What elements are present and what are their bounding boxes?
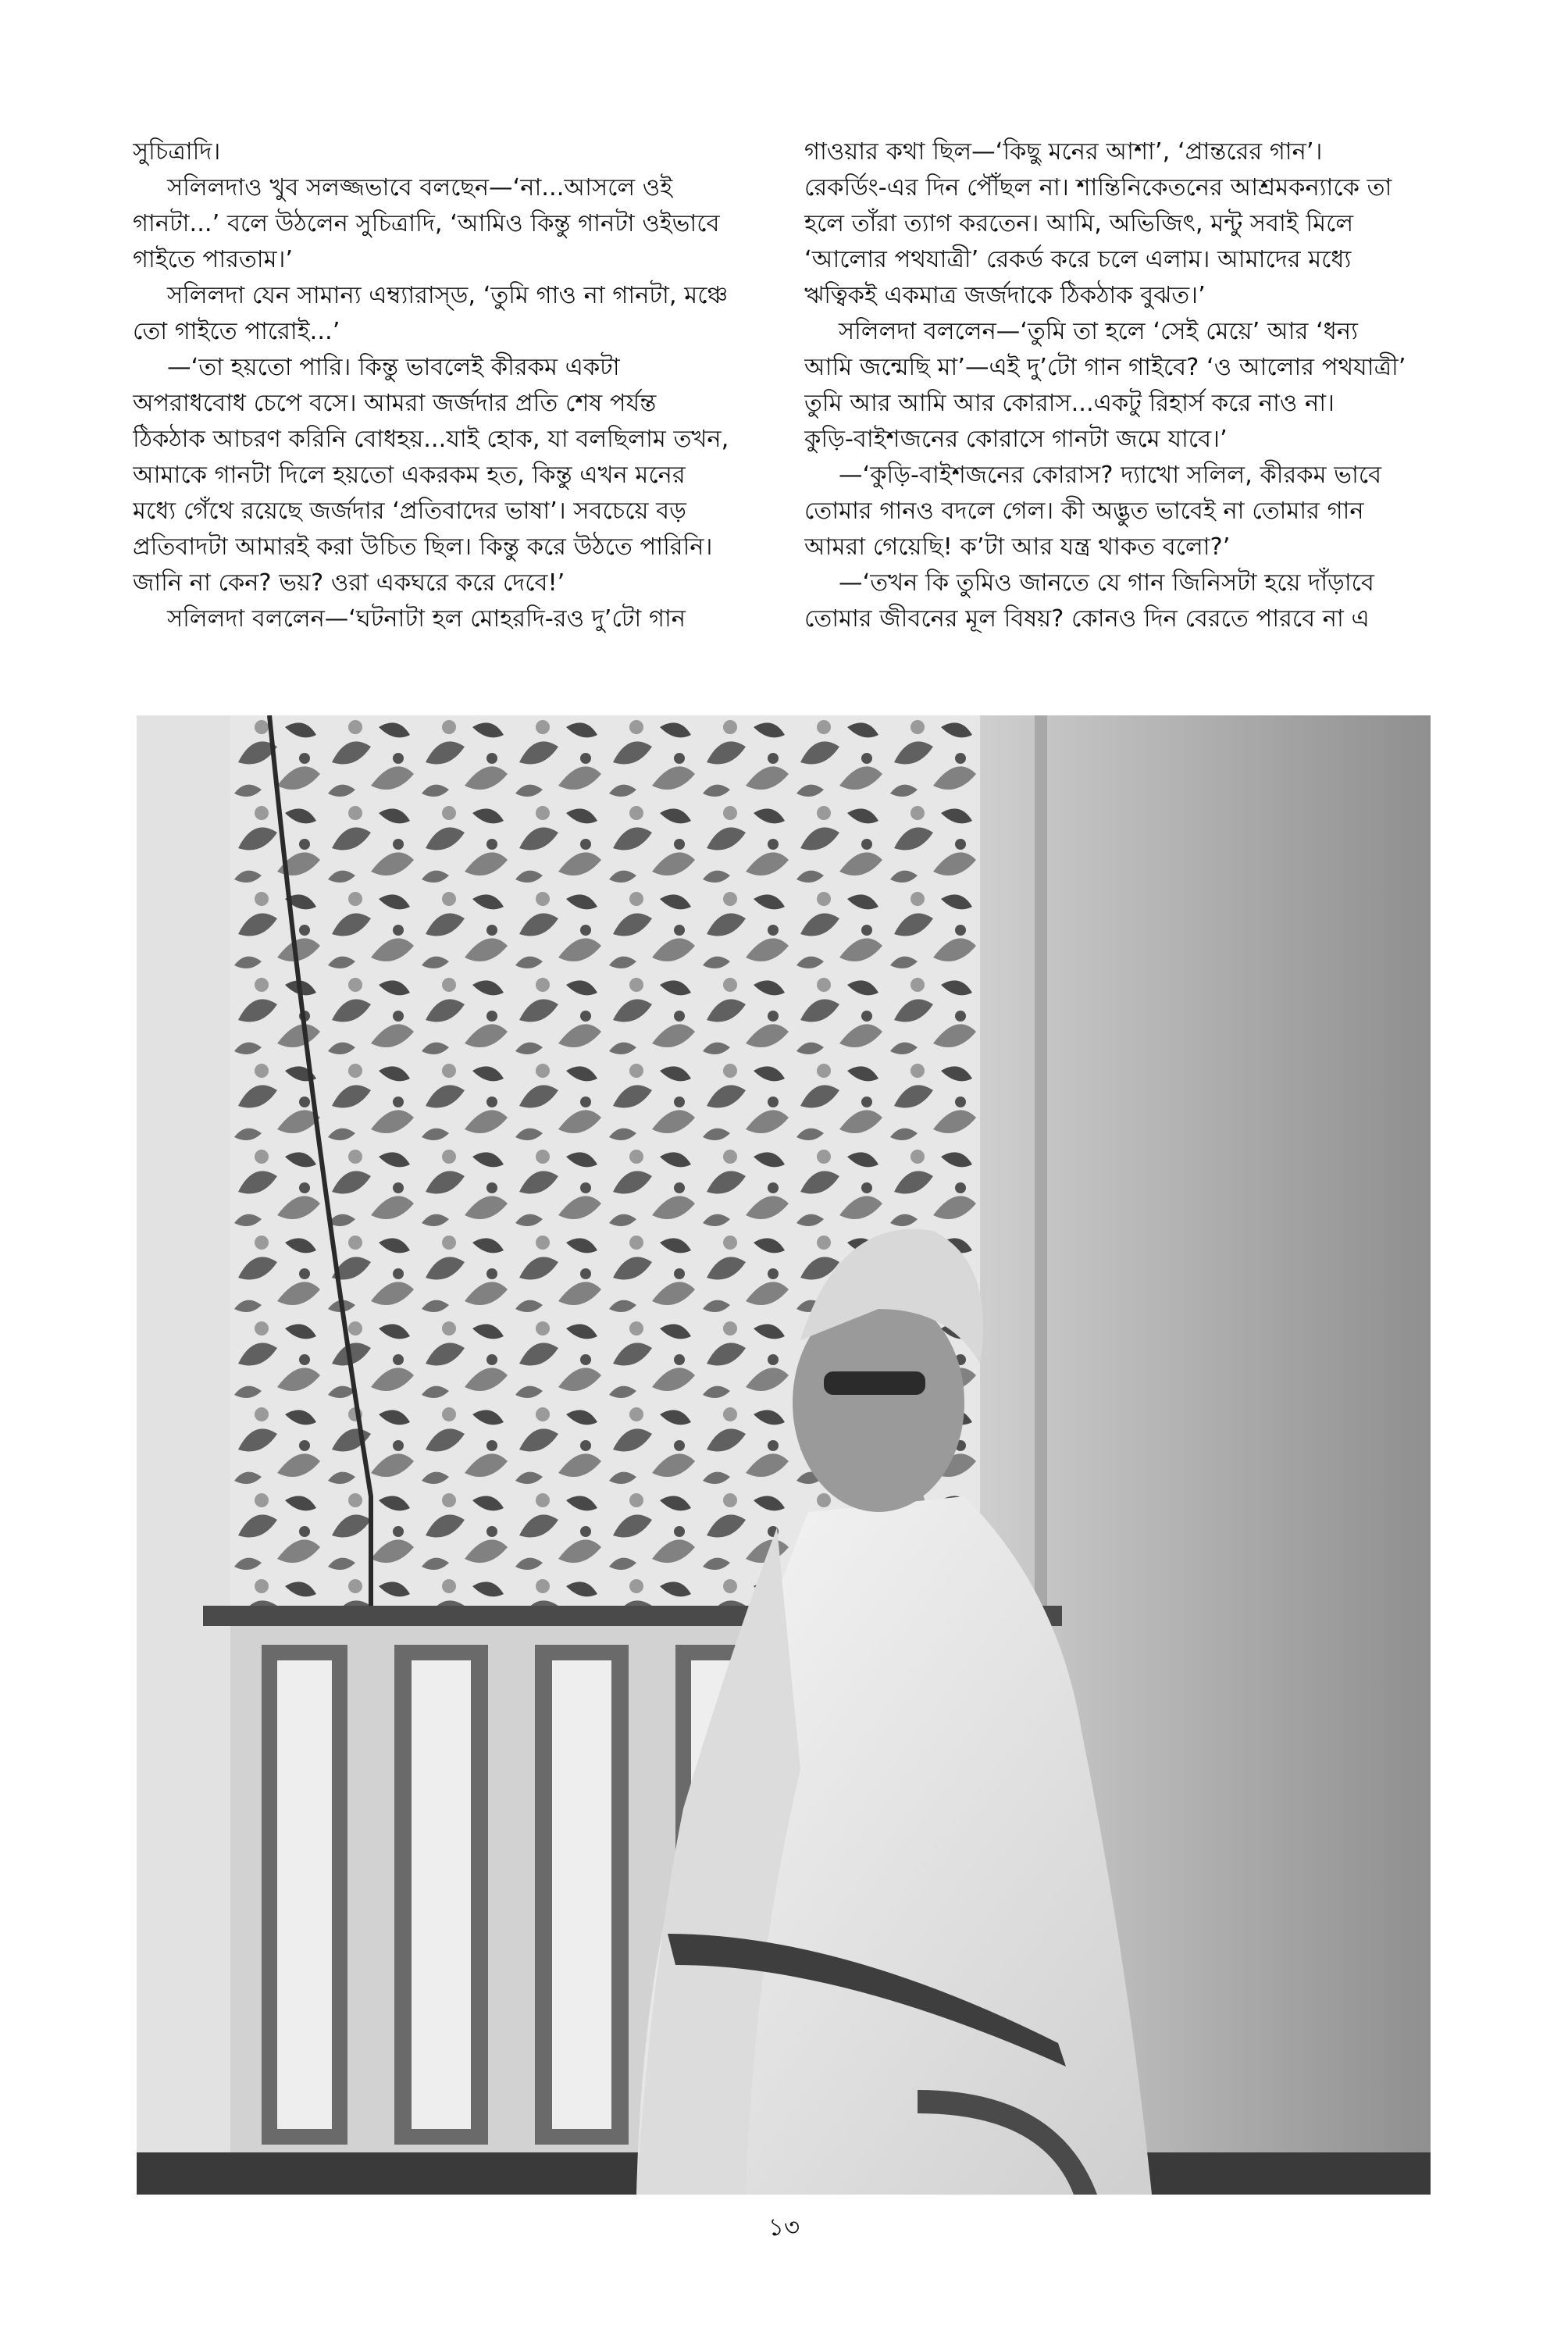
photo-illustration [137,715,1431,2195]
text-line: মধ্যে গেঁথে রয়েছে জর্জদার ‘প্রতিবাদের ভাষা’। সবচেয়ে বড় [133,497,686,525]
text-line: সুচিত্রাদি। [133,138,221,166]
text-line: রেকর্ডিং-এর দিন পৌঁছল না। শান্তিনিকেতনের আশ্রমকন্যাকে তা [804,174,1392,201]
text-line: কুড়ি-বাইশজনের কোরাসে গানটা জমে যাবে।’ [804,426,1228,453]
text-line: তো গাইতে পারোই...’ [133,318,340,345]
text-line: ‘আলোর পথযাত্রী’ রেকর্ড করে চলে এলাম। আমাদের মধ্যে [804,246,1352,273]
text-line: তোমার জীবনের মূল বিষয়? কোনও দিন বেরতে পারবে না এ [804,605,1370,633]
text-line: আমরা গেয়েছি! ক’টা আর যন্ত্র থাকত বলো?’ [804,533,1231,561]
text-line: আমাকে গানটা দিলে হয়তো একরকম হত, কিন্তু এখন মনের [133,462,686,489]
page-number: ১৩ [768,2213,800,2241]
text-line: গাওয়ার কথা ছিল—‘কিছু মনের আশা’, ‘প্রান্তরের গান’। [804,138,1323,166]
text-line: —‘তখন কি তুমিও জানতে যে গান জিনিসটা হয়ে দাঁড়াবে [839,569,1374,597]
text-line: আমি জন্মেছি মা’—এই দু’টো গান গাইবে? ‘ও আলোর পথযাত্রী’ [804,354,1406,381]
text-line: সলিলদাও খুব সলজ্জভাবে বলছেন—‘না...আসলে ওই [167,174,673,201]
text-line: অপরাধবোধ চেপে বসে। আমরা জর্জদার প্রতি শেষ পর্যন্ত [133,390,657,417]
text-line: সলিলদা বললেন—‘ঘটনাটা হল মোহরদি-রও দু’টো গান [167,605,686,633]
text-line: ঋত্বিকই একমাত্র জর্জদাকে ঠিকঠাক বুঝত।’ [804,282,1206,309]
left-text-column [133,134,764,637]
text-line: ঠিকঠাক আচরণ করিনি বোধহয়...যাই হোক, যা বলছিলাম তখন, [133,426,729,453]
text-line: —‘কুড়ি-বাইশজনের কোরাস? দ্যাখো সলিল, কীরকম ভাবে [839,462,1382,489]
text-line: সলিলদা যেন সামান্য এম্ব্যারাস্‌ড, ‘তুমি গাও না গানটা, মঞ্চে [167,282,729,309]
photograph [137,715,1431,2195]
text-line: —‘তা হয়তো পারি। কিন্তু ভাবলেই কীরকম একটা [167,354,620,381]
text-line: সলিলদা বললেন—‘তুমি তা হলে ‘সেই মেয়ে’ আর ‘ধন্য [839,318,1358,345]
text-line: গাইতে পারতাম।’ [133,246,294,273]
left-wall [137,715,230,2195]
text-line: তুমি আর আমি আর কোরাস...একটু রিহার্স করে নাও না। [804,390,1335,417]
right-text-column [804,134,1435,637]
text-line: হলে তাঁরা ত্যাগ করতেন। আমি, অভিজিৎ, মন্টু সবাই মিলে [804,210,1354,237]
text-line: জানি না কেন? ভয়? ওরা একঘরে করে দেবে!’ [133,569,565,597]
text-line: তোমার গানও বদলে গেল। কী অদ্ভুত ভাবেই না তোমার গান [804,497,1364,525]
text-line: গানটা...’ বলে উঠলেন সুচিত্রাদি, ‘আমিও কিন্তু গানটা ওইভাবে [133,210,720,237]
text-line: প্রতিবাদটা আমারই করা উচিত ছিল। কিন্তু করে উঠতে পারিনি। [133,533,713,561]
